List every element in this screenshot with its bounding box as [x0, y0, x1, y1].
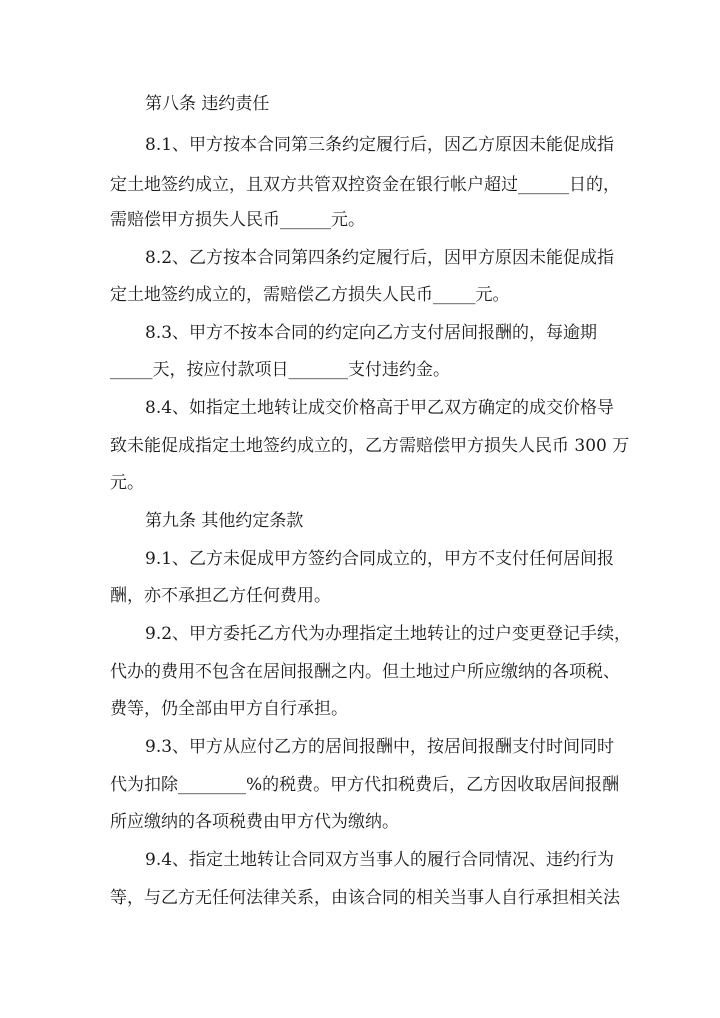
paragraph-line: 元。: [110, 473, 144, 493]
paragraph-line: 酬，亦不承担乙方任何费用。: [110, 586, 331, 606]
paragraph-line: 定土地签约成立的，需赔偿乙方损失人民币_____元。: [110, 285, 510, 305]
paragraph-line: 代为扣除________%的税费。甲方代扣税费后，乙方因收取居间报酬: [110, 775, 620, 795]
paragraph-line: 8.1、甲方按本合同第三条约定履行后，因乙方原因未能促成指: [145, 135, 615, 155]
paragraph-line: _____天，按应付款项日_______支付违约金。: [110, 360, 450, 380]
paragraph-line: 定土地签约成立，且双方共管双控资金在银行帐户超过______日的，: [110, 175, 620, 195]
section-heading-8: 第八条 违约责任: [145, 94, 270, 114]
paragraph-line: 等，与乙方无任何法律关系，由该合同的相关当事人自行承担相关法: [110, 888, 620, 908]
section-heading-9: 第九条 其他约定条款: [145, 511, 304, 531]
paragraph-line: 所应缴纳的各项税费由甲方代为缴纳。: [110, 812, 399, 832]
paragraph-line: 9.2、甲方委托乙方代为办理指定土地转让的过户变更登记手续，: [145, 624, 632, 644]
paragraph-line: 需赔偿甲方损失人民币______元。: [110, 210, 365, 230]
paragraph-line: 9.4、指定土地转让合同双方当事人的履行合同情况、违约行为: [145, 850, 615, 870]
paragraph-line: 9.1、乙方未促成甲方签约合同成立的，甲方不支付任何居间报: [145, 549, 615, 569]
paragraph-line: 致未能促成指定土地签约成立的，乙方需赔偿甲方损失人民币 300 万: [110, 436, 630, 456]
paragraph-line: 8.4、如指定土地转让成交价格高于甲乙双方确定的成交价格导: [145, 398, 615, 418]
paragraph-line: 9.3、甲方从应付乙方的居间报酬中，按居间报酬支付时间同时: [145, 737, 615, 757]
paragraph-line: 8.3、甲方不按本合同的约定向乙方支付居间报酬的，每逾期: [145, 323, 598, 343]
paragraph-line: 代办的费用不包含在居间报酬之内。但土地过户所应缴纳的各项税、: [110, 662, 620, 682]
paragraph-line: 费等，仍全部由甲方自行承担。: [110, 699, 348, 719]
paragraph-line: 8.2、乙方按本合同第四条约定履行后，因甲方原因未能促成指: [145, 248, 615, 268]
